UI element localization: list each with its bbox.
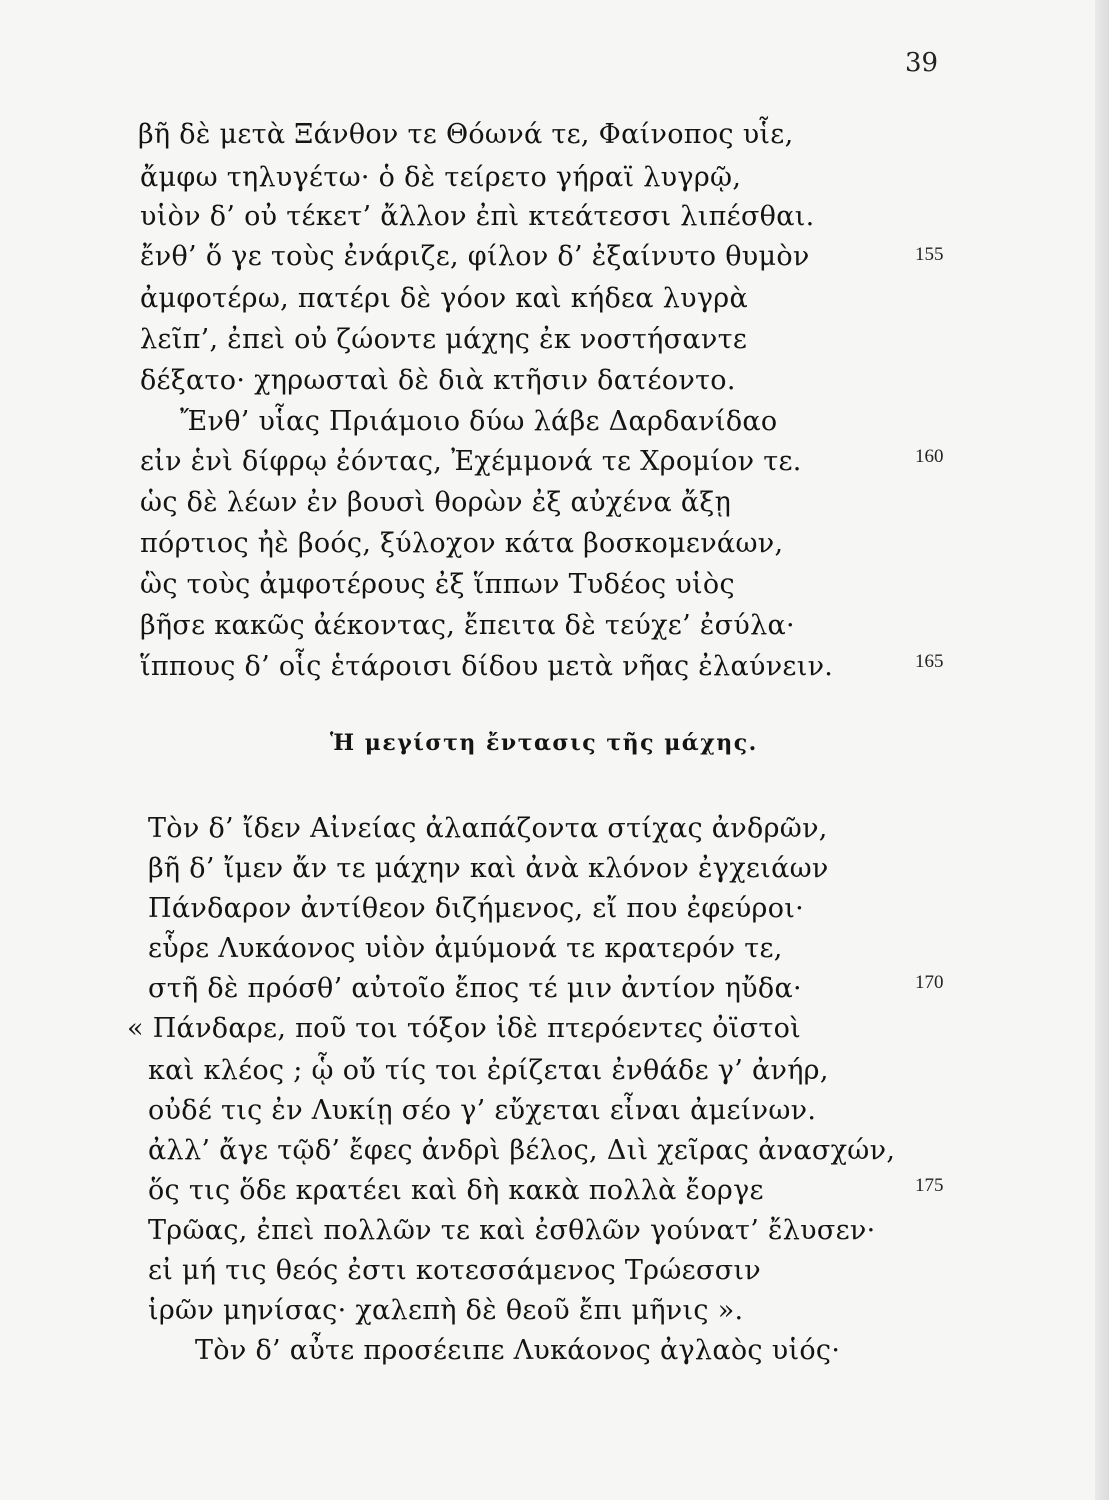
verse-line: Τὸν δ’ ἴδεν Αἰνείας ἀλαπάζοντα στίχας ἀνδρῶν, bbox=[148, 813, 828, 844]
verse-line: στῆ δὲ πρόσθ’ αὐτοῖο ἔπος τέ μιν ἀντίον ηὔδα· bbox=[148, 973, 802, 1004]
verse-line: εὗρε Λυκάονος υἱὸν ἀμύμονά τε κρατερόν τε, bbox=[148, 933, 783, 964]
verse-line: Πάνδαρον ἀντίθεον διζήμενος, εἴ που ἐφεύροι· bbox=[148, 893, 805, 924]
verse-line: ἵππους δ’ οἷς ἑτάροισι δίδου μετὰ νῆας ἐλαύνειν. bbox=[140, 651, 834, 682]
verse-line: ἀλλ’ ἄγε τῷδ’ ἔφες ἀνδρὶ βέλος, Διὶ χεῖρας ἀνασχών, bbox=[148, 1135, 896, 1166]
line-number: 170 bbox=[915, 972, 944, 993]
verse-line: βῆσε κακῶς ἀέκοντας, ἔπειτα δὲ τεύχε’ ἐσύλα· bbox=[140, 610, 795, 641]
verse-line: εἰν ἑνὶ δίφρῳ ἐόντας, Ἐχέμμονά τε Χρομίον τε. bbox=[140, 446, 802, 477]
verse-line: εἰ μή τις θεός ἐστι κοτεσσάμενος Τρώεσσιν bbox=[148, 1255, 762, 1286]
page-number: 39 bbox=[905, 48, 939, 78]
line-number: 160 bbox=[915, 446, 944, 467]
verse-line: « Πάνδαρε, ποῦ τοι τόξον ἰδὲ πτερόεντες ὀϊστοὶ bbox=[127, 1013, 802, 1044]
line-number: 165 bbox=[915, 651, 944, 672]
verse-line: υἱὸν δ’ οὐ τέκετ’ ἄλλον ἐπὶ κτεάτεσσι λιπέσθαι. bbox=[140, 201, 815, 232]
line-number: 175 bbox=[915, 1175, 944, 1196]
section-heading: Ἡ μεγίστη ἔντασις τῆς μάχης. bbox=[330, 730, 758, 756]
verse-line: οὐδέ τις ἐν Λυκίῃ σέο γ’ εὔχεται εἶναι ἀμείνων. bbox=[148, 1095, 817, 1126]
verse-line: λεῖπ’, ἐπεὶ οὐ ζώοντε μάχης ἐκ νοστήσαντε bbox=[140, 324, 748, 355]
verse-line: ὅς τις ὅδε κρατέει καὶ δὴ κακὰ πολλὰ ἔοργε bbox=[148, 1175, 764, 1206]
verse-line: ἔνθ’ ὅ γε τοὺς ἐνάριζε, φίλον δ’ ἐξαίνυτο θυμὸν bbox=[140, 241, 810, 272]
verse-line: καὶ κλέος ; ᾧ οὔ τίς τοι ἐρίζεται ἐνθάδε γ’ ἀνήρ, bbox=[148, 1055, 829, 1086]
verse-line: βῆ δὲ μετὰ Ξάνθον τε Θόωνά τε, Φαίνοπος υἷε, bbox=[138, 119, 794, 150]
verse-line: ἀμφοτέρω, πατέρι δὲ γόον καὶ κήδεα λυγρὰ bbox=[140, 283, 748, 314]
verse-line: βῆ δ’ ἴμεν ἄν τε μάχην καὶ ἀνὰ κλόνον ἐγχειάων bbox=[148, 853, 829, 884]
verse-line: Τὸν δ’ αὖτε προσέειπε Λυκάονος ἀγλαὸς υἱός· bbox=[195, 1335, 841, 1366]
verse-line: ἱρῶν μηνίσας· χαλεπὴ δὲ θεοῦ ἔπι μῆνις ». bbox=[148, 1295, 744, 1326]
verse-line: ὡς δὲ λέων ἐν βουσὶ θορὼν ἐξ αὐχένα ἄξῃ bbox=[140, 487, 732, 518]
verse-line: Ἔνθ’ υἷας Πριάμοιο δύω λάβε Δαρδανίδαο bbox=[180, 406, 778, 437]
verse-line: ἄμφω τηλυγέτω· ὁ δὲ τείρετο γήραϊ λυγρῷ, bbox=[140, 162, 742, 193]
verse-line: δέξατο· χηρωσταὶ δὲ διὰ κτῆσιν δατέοντο. bbox=[140, 365, 736, 396]
verse-line: πόρτιος ἠὲ βοός, ξύλοχον κάτα βοσκομενάων, bbox=[140, 528, 784, 559]
verse-line: ὣς τοὺς ἀμφοτέρους ἐξ ἵππων Τυδέος υἱὸς bbox=[140, 569, 735, 600]
verse-line: Τρῶας, ἐπεὶ πολλῶν τε καὶ ἐσθλῶν γούνατ’ ἔλυσεν· bbox=[148, 1215, 876, 1246]
line-number: 155 bbox=[915, 244, 944, 265]
